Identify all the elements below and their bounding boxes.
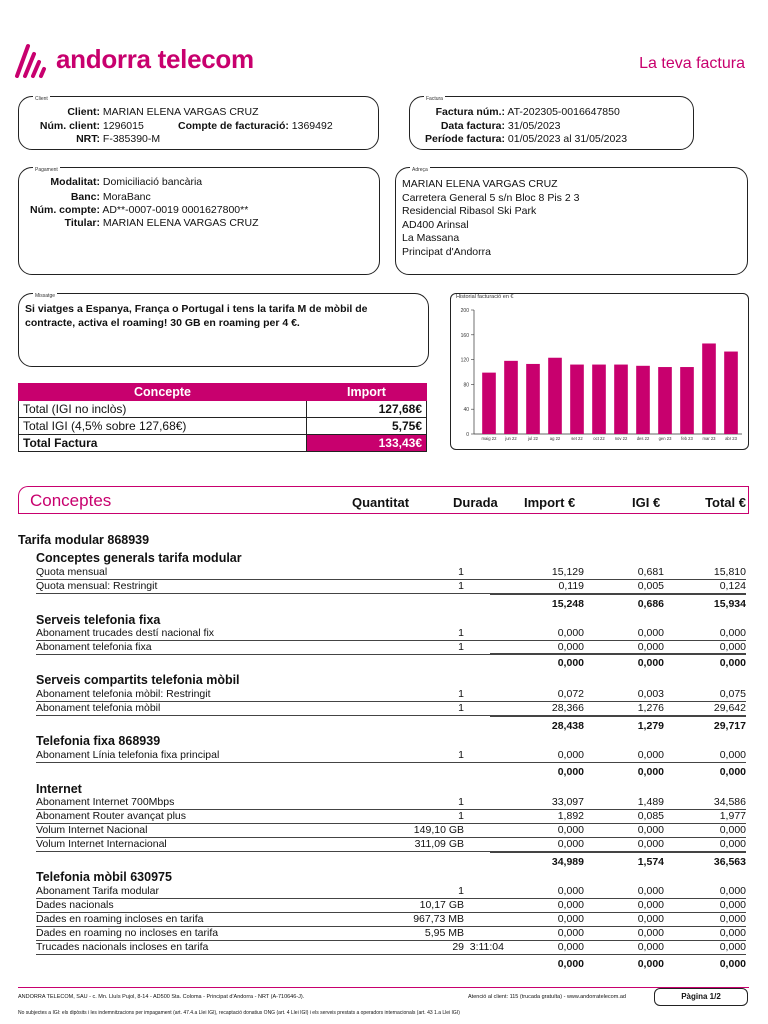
address-line: Principat d'Andorra	[402, 245, 491, 258]
nrt-row	[18, 133, 160, 147]
payment-method-label: Modalitat:	[50, 176, 100, 188]
concept-total: 0,124	[719, 580, 746, 592]
subtotal-row	[36, 856, 746, 870]
concept-name: Abonament trucades destí nacional fix	[36, 627, 215, 639]
concept-row	[36, 885, 746, 899]
invoice-number-row	[409, 106, 620, 120]
y-tick-label: 120	[460, 357, 469, 364]
x-tick-label: gen 23	[658, 436, 672, 441]
address-line: La Massana	[402, 232, 460, 244]
billing-account: 1369492	[291, 120, 333, 132]
subtotal-total: 0,000	[719, 657, 746, 669]
subtotal-line	[490, 762, 746, 763]
concept-row	[36, 838, 746, 852]
concept-total: 15,810	[713, 566, 746, 578]
concept-total: 0,000	[719, 885, 746, 897]
concept-row	[36, 702, 746, 716]
invoice-tag: Factura	[426, 96, 443, 102]
account-number: AD**-0007-0019 0001627800**	[102, 204, 249, 216]
invoice-period-label: Període factura:	[425, 133, 505, 145]
subtotal-total: 15,934	[713, 598, 746, 610]
concept-import: 0,000	[557, 941, 584, 953]
concept-duration: 3:11:04	[469, 941, 504, 953]
concept-import: 15,129	[551, 566, 584, 578]
concept-row	[36, 941, 746, 955]
concept-quantity: 1	[458, 566, 464, 578]
payment-tag: Pagament	[35, 167, 58, 173]
subtotal-line	[490, 653, 746, 654]
concept-igi: 0,003	[637, 688, 664, 700]
subtotal-import: 0,000	[557, 766, 584, 778]
chart-bar	[658, 367, 672, 434]
concept-quantity: 311,09 GB	[414, 838, 464, 850]
concept-name: Abonament telefonia fixa	[36, 641, 152, 653]
bank-row	[18, 191, 151, 205]
chart-bar	[702, 343, 716, 434]
holder-label: Titular:	[64, 217, 100, 229]
concept-quantity: 1	[458, 749, 464, 761]
concept-total: 0,000	[719, 824, 746, 836]
concept-name: Dades nacionals	[36, 899, 114, 911]
chart-title: Historial facturació en €	[456, 294, 514, 300]
concept-import: 33,097	[551, 796, 584, 808]
nrt-value: F-385390-M	[102, 133, 161, 145]
page-number-box	[654, 988, 748, 1006]
concept-name: Abonament telefonia mòbil	[36, 702, 161, 714]
concept-igi: 0,000	[637, 899, 664, 911]
x-tick-label: nov 22	[614, 436, 628, 441]
col-quantity-header: Quantitat	[352, 495, 410, 510]
account-number-label: Núm. compte:	[29, 204, 100, 216]
logo	[14, 42, 50, 80]
subtotal-total: 36,563	[713, 856, 746, 868]
concept-name: Quota mensual: Restringit	[36, 580, 158, 592]
concept-igi: 0,000	[637, 885, 664, 897]
logo-text: andorra telecom	[56, 44, 254, 74]
invoice-number: AT-202305-0016647850	[507, 106, 620, 118]
summary-value: 5,75€	[307, 418, 427, 435]
message-text: Si viatges a Espanya, França o Portugal i tens la tarifa M de mòbil de contracte, activa el roaming! 30 GB en roaming per 4 €.	[25, 303, 368, 329]
bank-label: Banc:	[70, 191, 100, 203]
fixed-line-title: Telefonia fixa 868939	[36, 734, 161, 748]
client-number-label: Núm. client:	[39, 120, 100, 132]
concept-quantity: 1	[458, 641, 464, 653]
subtotal-total: 0,000	[719, 766, 746, 778]
chart-bar	[636, 366, 650, 434]
subtotal-igi: 1,279	[637, 720, 664, 732]
x-tick-label: abr 23	[725, 436, 737, 441]
concept-name: Volum Internet Internacional	[36, 838, 167, 850]
subtotal-line	[490, 594, 746, 595]
subtotal-import: 0,000	[557, 657, 584, 669]
concept-quantity: 29	[452, 941, 464, 953]
concept-quantity: 5,95 MB	[424, 927, 464, 939]
x-tick-label: oct 22	[593, 436, 605, 441]
concept-row	[36, 913, 746, 927]
subtotal-line	[490, 716, 746, 717]
summary-table	[18, 383, 427, 452]
concept-igi: 1,489	[637, 796, 664, 808]
concept-total: 34,586	[713, 796, 746, 808]
client-number: 1296015	[102, 120, 144, 132]
concept-import: 28,366	[551, 702, 584, 714]
chart-bar	[482, 373, 496, 434]
concept-quantity: 1	[458, 796, 464, 808]
subtotal-igi: 1,574	[637, 856, 664, 868]
concept-import: 1,892	[557, 810, 584, 822]
concept-igi: 0,085	[637, 810, 664, 822]
subtotal-igi: 0,000	[637, 958, 664, 970]
footer-attention: Atenció al client: 115 (trucada gratuïta) - www.andorratelecom.ad	[468, 994, 626, 1000]
billing-account-label: Compte de facturació:	[178, 120, 289, 132]
concept-total: 0,000	[719, 941, 746, 953]
concept-igi: 0,000	[637, 941, 664, 953]
summary-import-header: Import	[307, 384, 427, 401]
y-tick-label: 200	[460, 308, 469, 314]
concept-row	[36, 810, 746, 824]
y-tick-label: 160	[460, 332, 469, 339]
concept-row	[36, 796, 746, 810]
chart-bar	[504, 361, 518, 434]
chart-bar	[570, 365, 584, 434]
concept-total: 0,000	[719, 641, 746, 653]
concept-quantity: 1	[458, 688, 464, 700]
address-line: Carretera General 5 s/n Bloc 8 Pis 2 3	[402, 191, 580, 204]
subtotal-import: 28,438	[551, 720, 584, 732]
concept-import: 0,000	[557, 749, 584, 761]
billing-history-chart	[452, 302, 747, 448]
concept-total: 0,000	[719, 627, 746, 639]
subtotal-row	[36, 720, 746, 734]
x-tick-label: ag 22	[549, 436, 561, 441]
y-tick-label: 0	[466, 432, 469, 438]
concept-igi: 0,000	[637, 913, 664, 925]
client-name-row	[18, 106, 259, 120]
concept-import: 0,000	[557, 927, 584, 939]
x-tick-label: mar 23	[702, 436, 716, 441]
col-total-header: Total €	[705, 495, 746, 510]
summary-header-row	[19, 384, 427, 401]
concept-row	[36, 566, 746, 580]
footer-line	[18, 987, 749, 988]
subtotal-import: 34,989	[551, 856, 584, 868]
concept-import: 0,000	[557, 913, 584, 925]
summary-concept-header: Concepte	[19, 384, 307, 401]
summary-total-value: 133,43€	[307, 435, 427, 452]
concept-name: Abonament Internet 700Mbps	[36, 796, 175, 808]
subtotal-import: 15,248	[551, 598, 584, 610]
x-tick-label: feb 23	[681, 436, 693, 441]
concept-igi: 0,000	[637, 838, 664, 850]
concept-total: 0,000	[719, 749, 746, 761]
client-name: MARIAN ELENA VARGAS CRUZ	[102, 106, 259, 118]
y-tick-label: 40	[463, 407, 469, 414]
concept-quantity: 1	[458, 702, 464, 714]
invoice-number-label: Factura núm.:	[435, 106, 505, 118]
chart-bar	[548, 358, 562, 434]
concept-import: 0,000	[557, 838, 584, 850]
x-tick-label: jul 22	[527, 436, 539, 441]
client-number-row	[18, 120, 144, 134]
concept-row	[36, 824, 746, 838]
concept-quantity: 149,10 GB	[413, 824, 464, 836]
concept-igi: 0,005	[637, 580, 664, 592]
x-tick-label: jun 22	[505, 436, 517, 441]
concept-row	[36, 927, 746, 941]
concept-igi: 0,681	[637, 566, 664, 578]
concept-row	[36, 749, 746, 763]
concept-name: Dades en roaming incloses en tarifa	[36, 913, 204, 925]
client-tag: Client	[35, 96, 48, 102]
concept-import: 0,000	[557, 885, 584, 897]
concept-total: 0,075	[719, 688, 746, 700]
holder-row	[18, 217, 259, 231]
group-title: Serveis compartits telefonia mòbil	[36, 673, 240, 687]
summary-total-label: Total Factura	[19, 435, 307, 452]
address-tag: Adreça	[412, 167, 428, 173]
concept-row	[36, 627, 746, 641]
invoice-date: 31/05/2023	[507, 120, 561, 132]
invoice-period: 01/05/2023 al 31/05/2023	[507, 133, 628, 145]
concept-igi: 1,276	[637, 702, 664, 714]
concept-quantity: 1	[458, 627, 464, 639]
subtotal-import: 0,000	[557, 958, 584, 970]
address-line: Residencial Ribasol Ski Park	[402, 205, 537, 217]
billing-account-row	[178, 120, 333, 134]
concept-row	[36, 899, 746, 913]
concept-total: 0,000	[719, 899, 746, 911]
payment-method-row	[18, 176, 202, 190]
chart-bar	[526, 364, 540, 434]
concepts-header-bottom	[18, 513, 749, 514]
message-tag: Missatge	[35, 293, 56, 299]
subtotal-row	[36, 766, 746, 780]
concept-igi: 0,000	[637, 641, 664, 653]
concept-name: Abonament Router avançat plus	[36, 810, 187, 822]
address-line: MARIAN ELENA VARGAS CRUZ	[402, 178, 558, 190]
chart-bar	[680, 367, 694, 434]
invoice-date-row	[409, 120, 560, 134]
col-duration-header: Durada	[453, 495, 498, 510]
concept-row	[36, 688, 746, 702]
concept-quantity: 1	[458, 810, 464, 822]
concept-import: 0,072	[557, 688, 584, 700]
subtotal-row	[36, 598, 746, 612]
concept-import: 0,000	[557, 899, 584, 911]
summary-label: Total (IGI no inclòs)	[19, 401, 307, 418]
concept-import: 0,000	[557, 627, 584, 639]
group-title: Serveis telefonia fixa	[36, 613, 161, 627]
concept-quantity: 1	[458, 885, 464, 897]
summary-value: 127,68€	[307, 401, 427, 418]
concepts-title: Conceptes	[30, 491, 112, 510]
concept-total: 1,977	[719, 810, 746, 822]
subtotal-total: 0,000	[719, 958, 746, 970]
concept-total: 0,000	[719, 927, 746, 939]
document-title: La teva factura	[639, 55, 745, 72]
concept-total: 0,000	[719, 913, 746, 925]
concept-igi: 0,000	[637, 927, 664, 939]
tariff-title: Tarifa modular 868939	[18, 533, 150, 547]
concept-igi: 0,000	[637, 627, 664, 639]
holder-name: MARIAN ELENA VARGAS CRUZ	[102, 217, 259, 229]
subtotal-line	[490, 852, 746, 853]
payment-method: Domiciliació bancària	[102, 176, 203, 188]
concept-quantity: 1	[458, 580, 464, 592]
x-tick-label: set 22	[571, 436, 583, 441]
concept-igi: 0,000	[637, 824, 664, 836]
concept-name: Dades en roaming no incloses en tarifa	[36, 927, 219, 939]
concept-name: Quota mensual	[36, 566, 108, 578]
concept-import: 0,000	[557, 824, 584, 836]
subtotal-igi: 0,686	[637, 598, 664, 610]
subtotal-igi: 0,000	[637, 657, 664, 669]
concept-name: Abonament telefonia mòbil: Restringit	[36, 688, 211, 700]
summary-row	[19, 418, 427, 435]
subtotal-line	[490, 954, 746, 955]
concept-quantity: 10,17 GB	[419, 899, 464, 911]
andorra-telecom-logo-icon	[14, 42, 50, 80]
concept-name: Volum Internet Nacional	[36, 824, 148, 836]
concept-name: Trucades nacionals incloses en tarifa	[36, 941, 209, 953]
col-import-header: Import €	[524, 495, 576, 510]
concept-name: Abonament Tarifa modular	[36, 885, 159, 897]
bank-name: MoraBanc	[102, 191, 151, 203]
x-tick-label: des 22	[636, 436, 650, 441]
summary-label: Total IGI (4,5% sobre 127,68€)	[19, 418, 307, 435]
invoice-period-row	[409, 133, 627, 147]
concept-name: Abonament Línia telefonia fixa principal	[36, 749, 220, 761]
concept-row	[36, 580, 746, 594]
internet-title: Internet	[36, 782, 82, 796]
page-number: Pàgina 1/2	[681, 992, 721, 1001]
y-tick-label: 80	[463, 382, 469, 389]
nrt-label: NRT:	[76, 133, 100, 145]
chart-bar	[724, 352, 738, 434]
subtotal-row	[36, 958, 746, 972]
account-number-row	[18, 204, 248, 218]
summary-total-row	[19, 435, 427, 452]
subtotal-row	[36, 657, 746, 671]
client-label: Client:	[67, 106, 100, 118]
subtotal-total: 29,717	[713, 720, 746, 732]
col-igi-header: IGI €	[632, 495, 661, 510]
concept-total: 0,000	[719, 838, 746, 850]
concept-total: 29,642	[713, 702, 746, 714]
address-lines	[402, 178, 579, 259]
mobile-title: Telefonia mòbil 630975	[36, 870, 172, 884]
concept-import: 0,119	[558, 580, 584, 592]
footer-note: No subjectes a IGI: els dipòsits i les indemnitzacions per impagament (art. 47.4.a Llei IGI), recaptació donatius ONG (art. 4 Llei IGI) i els serveis prestats a operadors internacionals (art. 43 1.a Llei IGI)	[18, 1010, 460, 1016]
group-title: Conceptes generals tarifa modular	[36, 551, 242, 565]
x-tick-label: maig 22	[481, 436, 497, 441]
concept-import: 0,000	[557, 641, 584, 653]
chart-bar	[614, 365, 628, 434]
concept-igi: 0,000	[637, 749, 664, 761]
concepts-header-right	[748, 486, 749, 514]
summary-row	[19, 401, 427, 418]
footer-company: ANDORRA TELECOM, SAU - c. Mn. Lluís Pujol, 8-14 - AD500 Sta. Coloma - Principat d'Andorra - NRT (A-710646-J).	[18, 994, 305, 1000]
invoice-date-label: Data factura:	[440, 120, 505, 132]
subtotal-igi: 0,000	[637, 766, 664, 778]
address-line: AD400 Arinsal	[402, 218, 469, 231]
chart-bar	[592, 365, 606, 434]
concept-quantity: 967,73 MB	[413, 913, 464, 925]
